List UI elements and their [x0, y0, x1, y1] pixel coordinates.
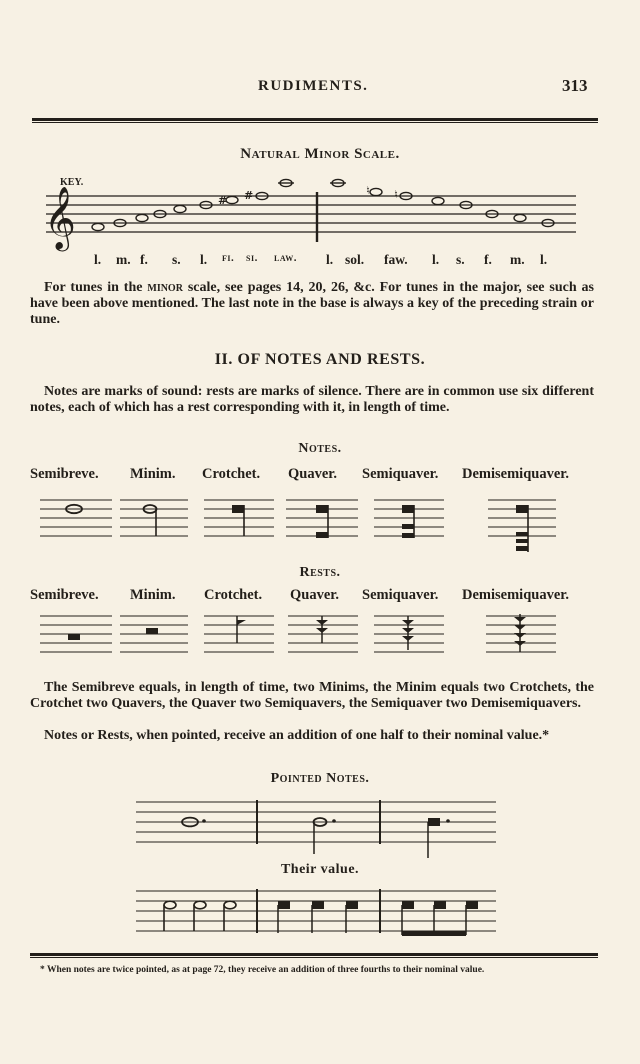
pointed-notes-staff [0, 796, 640, 866]
syllable: law. [274, 252, 297, 264]
rest-label: Crotchet. [204, 587, 263, 603]
syllable: l. [540, 252, 548, 267]
pointed-notes-heading: Pointed Notes. [270, 771, 370, 786]
minim-triplet-icon [164, 901, 236, 931]
syllable: m. [116, 252, 131, 267]
footnote: * When notes are twice pointed, as at page 72, they receive an addition of three fourths to their nominal value. [40, 965, 485, 975]
value-staff [0, 885, 640, 945]
intro-paragraph: Notes are marks of sound: rests are marks of silence. There are in common use six different notes, each of which has a rest corresponding with it, in length of time. [30, 384, 594, 415]
their-value-heading: Their value. [280, 862, 360, 877]
minim-rest-icon [146, 628, 158, 634]
syllable: fi. [222, 252, 235, 264]
note-label: Minim. [130, 466, 176, 482]
syllable: si. [246, 252, 258, 264]
section-heading: II. OF NOTES AND RESTS. [214, 351, 426, 368]
notes-staffs [0, 492, 640, 562]
minor-scale-staff [0, 172, 640, 252]
pointed-paragraph: Notes or Rests, when pointed, receive an addition of one half to their nominal value.* [44, 728, 550, 743]
pointed-minim-icon [314, 818, 336, 854]
syllable: faw. [384, 252, 408, 267]
syllable: f. [484, 252, 492, 267]
notes-heading: Notes. [298, 441, 342, 456]
crotchet-note-icon [232, 505, 244, 536]
svg-text:#: # [244, 189, 254, 202]
syllable: s. [172, 252, 181, 267]
syllable: l. [94, 252, 102, 267]
note-label: Semibreve. [30, 466, 99, 482]
rest-label: Minim. [130, 587, 176, 603]
semiquaver-note-icon [402, 505, 414, 538]
demisemiquaver-rest-icon [514, 614, 526, 652]
notes-labels [0, 466, 640, 486]
running-head: RUDIMENTS. [258, 78, 369, 94]
syllable: f. [140, 252, 148, 267]
syllable: l. [326, 252, 334, 267]
syllable: l. [200, 252, 208, 267]
header-rule-thin [32, 122, 598, 123]
header-rule [32, 118, 598, 121]
syllable: s. [456, 252, 465, 267]
demisemiquaver-note-icon [516, 505, 528, 552]
pointed-crotchet-icon [428, 818, 450, 858]
tunes-text-1: For tunes in the [44, 280, 143, 295]
key-label: KEY. [60, 177, 84, 188]
note-label: Quaver. [288, 466, 338, 482]
svg-text:♮: ♮ [366, 184, 370, 197]
crotchet-triplet-icon [278, 901, 358, 933]
minim-note-icon [144, 505, 157, 536]
semibreve-rest-icon [68, 634, 80, 640]
quaver-rest-icon [316, 616, 328, 643]
syllable: l. [432, 252, 440, 267]
footnote-rule [30, 953, 598, 956]
quaver-note-icon [316, 505, 328, 538]
semiquaver-rest-icon [402, 616, 414, 650]
treble-clef-icon: 𝄞 [44, 186, 76, 249]
rests-heading: Rests. [299, 565, 341, 580]
syllable: sol. [345, 252, 365, 267]
crotchet-rest-icon [237, 616, 246, 643]
rest-label: Quaver. [290, 587, 340, 603]
rests-staffs [0, 610, 640, 670]
note-label: Semiquaver. [362, 466, 439, 482]
minor-word: minor [147, 280, 183, 295]
rest-label: Semibreve. [30, 587, 99, 603]
rest-label: Demisemiquaver. [462, 587, 569, 603]
rests-labels [0, 587, 640, 607]
note-label: Demisemiquaver. [462, 466, 569, 482]
rest-label: Semiquaver. [362, 587, 439, 603]
tunes-text-2: scale, see pages 14, 20, 26, &c. For tunes in the major, see such as have been above mentioned. The last note in the base is always a key of the preceding strain or tune. [30, 280, 595, 327]
equals-paragraph: The Semibreve equals, in length of time, two Minims, the Minim equals two Crotchets, the Crotchet two Quavers, the Quaver two Semiquavers, the Semiquaver two Demisemiquavers. [30, 680, 594, 711]
minor-scale-heading: Natural Minor Scale. [240, 146, 400, 162]
svg-text:#: # [218, 194, 228, 207]
tunes-paragraph [30, 280, 594, 328]
svg-text:♮: ♮ [394, 188, 398, 201]
note-label: Crotchet. [202, 466, 261, 482]
footnote-rule-thin [30, 957, 598, 958]
syllable-row [0, 252, 640, 270]
page-number: 313 [562, 76, 588, 95]
syllable: m. [510, 252, 525, 267]
